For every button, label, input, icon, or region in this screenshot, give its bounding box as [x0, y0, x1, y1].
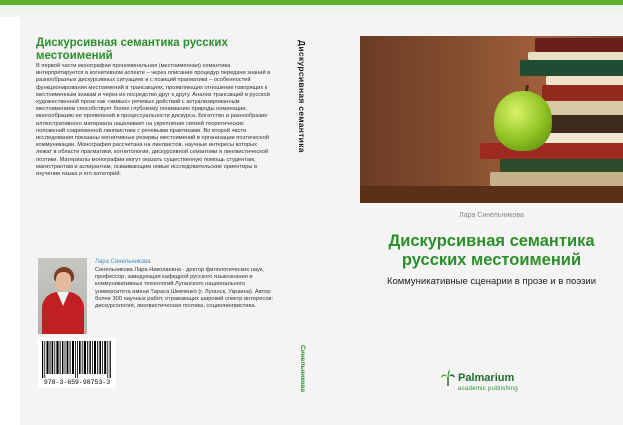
photo-book — [500, 159, 623, 172]
photo-book — [542, 85, 623, 101]
author-bio: Синельникова Лара Николаевна - доктор филологических наук, профессор, заведующая кафедрой русского языкознания и коммуникативных технологий Луганского национального университета имени Тараса Шевченко (г. Луганск, Украина). Автор более 300 научных работ, отражающих широкий спектр интересов: дискурсология, лингвистическая поэтика, социолингвистика. — [95, 267, 274, 310]
photo-book — [528, 52, 623, 60]
front-author: Лара Синельникова — [459, 212, 524, 219]
top-accent-stripe — [0, 0, 623, 5]
photo-book — [546, 76, 623, 85]
photo-book — [520, 60, 623, 76]
back-author-name: Лара Синельникова — [95, 259, 151, 265]
barcode-bars-icon — [42, 341, 112, 378]
green-apple-icon — [494, 91, 552, 151]
author-photo — [38, 258, 87, 334]
publisher-tagline: academic publishing — [458, 386, 519, 392]
photo-book — [535, 38, 623, 52]
top-bar — [0, 0, 623, 17]
isbn-number: 978-3-659-98753-3 — [43, 379, 111, 386]
front-subtitle: Коммуникативные сценарии в прозе и в поэзии — [386, 276, 597, 287]
palm-leaf-icon — [441, 370, 455, 386]
barcode — [38, 338, 116, 388]
back-cover-description: В первой части монографии прономинальная (местоименная) семантика интерпретируется в когнитивном аспекте – через описание процедур передачи знаний в разнообразных дискурсивных ситуациях и с позиций прагматики – особенностей функционирования местоимений в трансакциях, проявляющих отношение говорящих к местоименным знакам и через их посредство друг к другу. Анализ трансакций в русской художественной прозе как «живых» речевых действий с актуализированным местоимением способствует более глубокому пониманию природы номинации, многообразию ее проявлений в процессуальности дискурса. Богатство и разнообразие иллюстративного материала нацеливает на укрепление связей теоретических положений современной лингвистики с речевыми практиками. Во второй части исследования показаны когнитивные резервы местоимений в организации поэтической коммуникации. Монография рассчитана на лингвистов, научные интересы которых лежат в области прагматики, когнитологии, дискурсивной семантики и лингвистической поэтики. Материалы монографии могут оказать существенную помощь студентам, магистрантам и аспирантам, осваивающим новые исследовательские ориентиры в изучении языка и его категорий. — [36, 63, 271, 178]
front-title: Дискурсивная семантика русских местоимений — [388, 232, 595, 269]
spine-title: Дискурсивная семантика — [297, 40, 307, 153]
back-cover-title: Дискурсивная семантика русских местоимений — [36, 37, 228, 62]
publisher-logo — [441, 370, 551, 410]
spine-author: Синельникова — [299, 345, 306, 392]
photo-table — [360, 186, 623, 203]
publisher-name: Palmarium — [458, 372, 515, 384]
apple-on-books-photo — [360, 36, 623, 203]
author-photo-face — [56, 272, 71, 291]
photo-book — [480, 143, 623, 159]
photo-book — [490, 172, 623, 186]
